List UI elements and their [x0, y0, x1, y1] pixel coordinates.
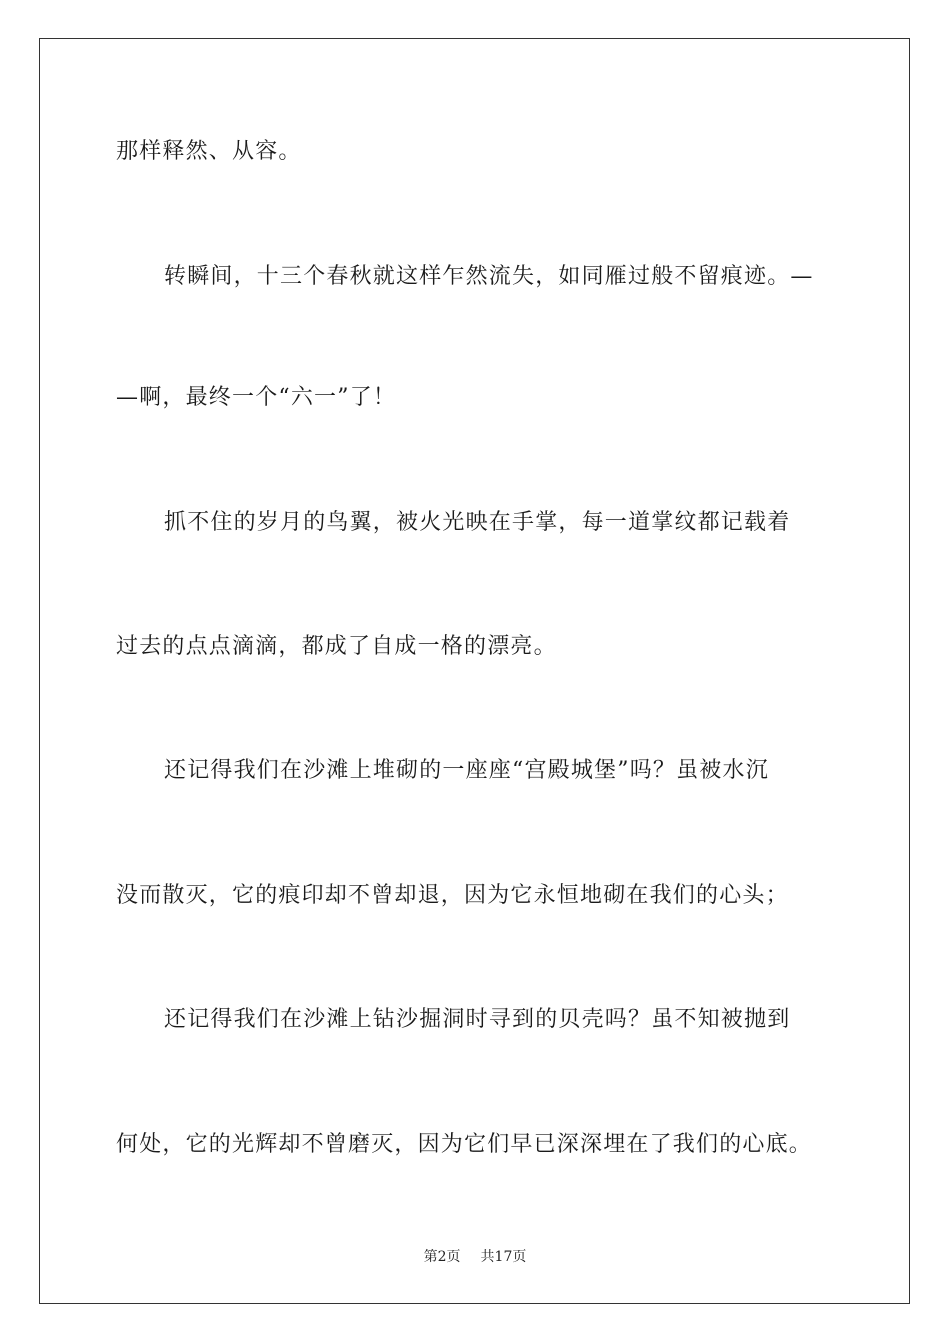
page-border	[39, 38, 910, 1304]
paragraph-line: 还记得我们在沙滩上堆砌的一座座“宫殿城堡”吗？虽被水沉	[164, 758, 769, 783]
page-number: 第2页	[423, 1249, 461, 1265]
paragraph-line: 何处，它的光辉却不曾磨灭，因为它们早已深深埋在了我们的心底。	[116, 1132, 813, 1157]
paragraph-line: 没而散灭，它的痕印却不曾却退，因为它永恒地砌在我们的心头；	[116, 883, 789, 908]
paragraph-line: —啊，最终一个“六一”了！	[116, 385, 397, 410]
paragraph-line: 过去的点点滴滴，都成了自成一格的漂亮。	[116, 634, 557, 659]
paragraph-line: 还记得我们在沙滩上钻沙掘洞时寻到的贝壳吗？虽不知被抛到	[164, 1007, 791, 1032]
paragraph-line: 那样释然、从容。	[116, 139, 302, 164]
paragraph-line: 转瞬间，十三个春秋就这样乍然流失，如同雁过般不留痕迹。—	[164, 264, 814, 289]
paragraph-line: 抓不住的岁月的鸟翼，被火光映在手掌，每一道掌纹都记载着	[164, 510, 791, 535]
page-total: 共17页	[480, 1249, 527, 1265]
page-footer	[0, 1247, 950, 1267]
